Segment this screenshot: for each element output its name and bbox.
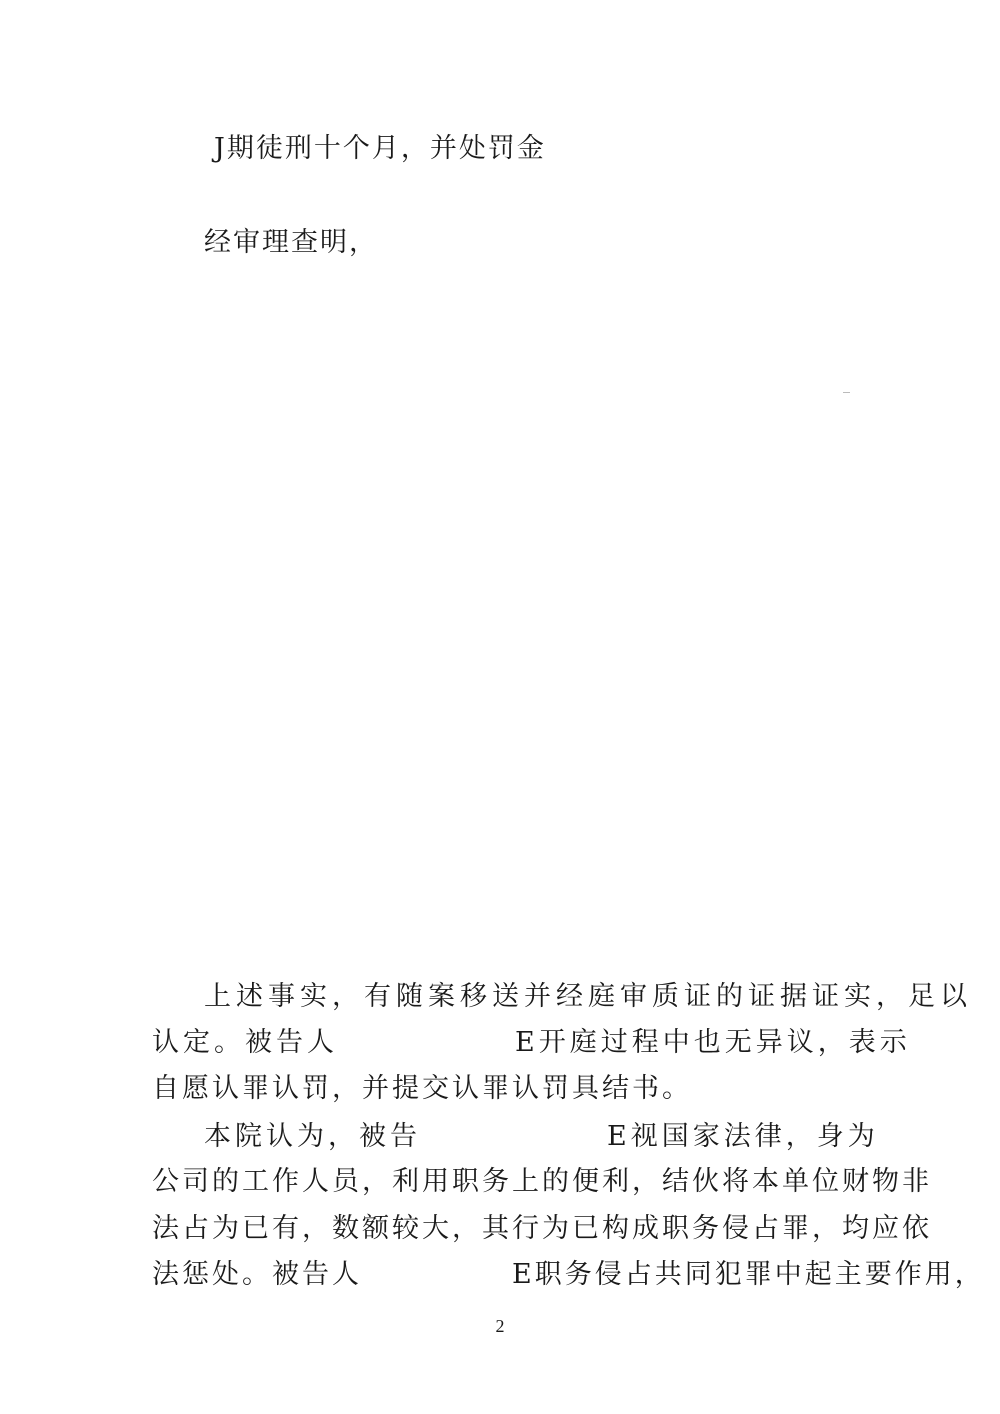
text-segment: 本院认为，被告 [204, 1121, 421, 1152]
scan-artifact [843, 392, 850, 393]
text-segment: E开庭过程中也无异议，表示 [515, 1027, 911, 1058]
text-segment: 法惩处。被告人 [152, 1259, 362, 1290]
text-segment: 公司的工作人员，利用职务上的便利，结伙将本单位财物非 [152, 1166, 932, 1197]
text-segment: E职务侵占共同犯罪中起主要作用， [512, 1259, 985, 1290]
text-line-7 [152, 1166, 932, 1198]
text-line-4 [152, 1027, 911, 1059]
text-line-2 [204, 227, 378, 259]
text-segment: 自愿认罪认罚，并提交认罪认罚具结书。 [152, 1073, 692, 1104]
text-line-9 [152, 1259, 985, 1291]
text-line-3 [204, 981, 972, 1013]
text-segment: E视国家法律，身为 [607, 1121, 879, 1152]
text-line-8 [152, 1213, 932, 1245]
text-segment: J期徒刑十个月，并处罚金 [214, 133, 546, 164]
text-segment: 法占为已有，数额较大，其行为已构成职务侵占罪，均应依 [152, 1213, 932, 1244]
page-number: 2 [495, 1316, 505, 1336]
text-segment: 认定。被告人 [152, 1027, 338, 1058]
text-segment: 经审理查明， [204, 227, 378, 258]
text-line-6 [204, 1121, 879, 1153]
text-segment: 上述事实，有随案移送并经庭审质证的证据证实，足以 [204, 981, 972, 1012]
text-line-1 [214, 133, 546, 165]
text-line-5 [152, 1073, 692, 1105]
